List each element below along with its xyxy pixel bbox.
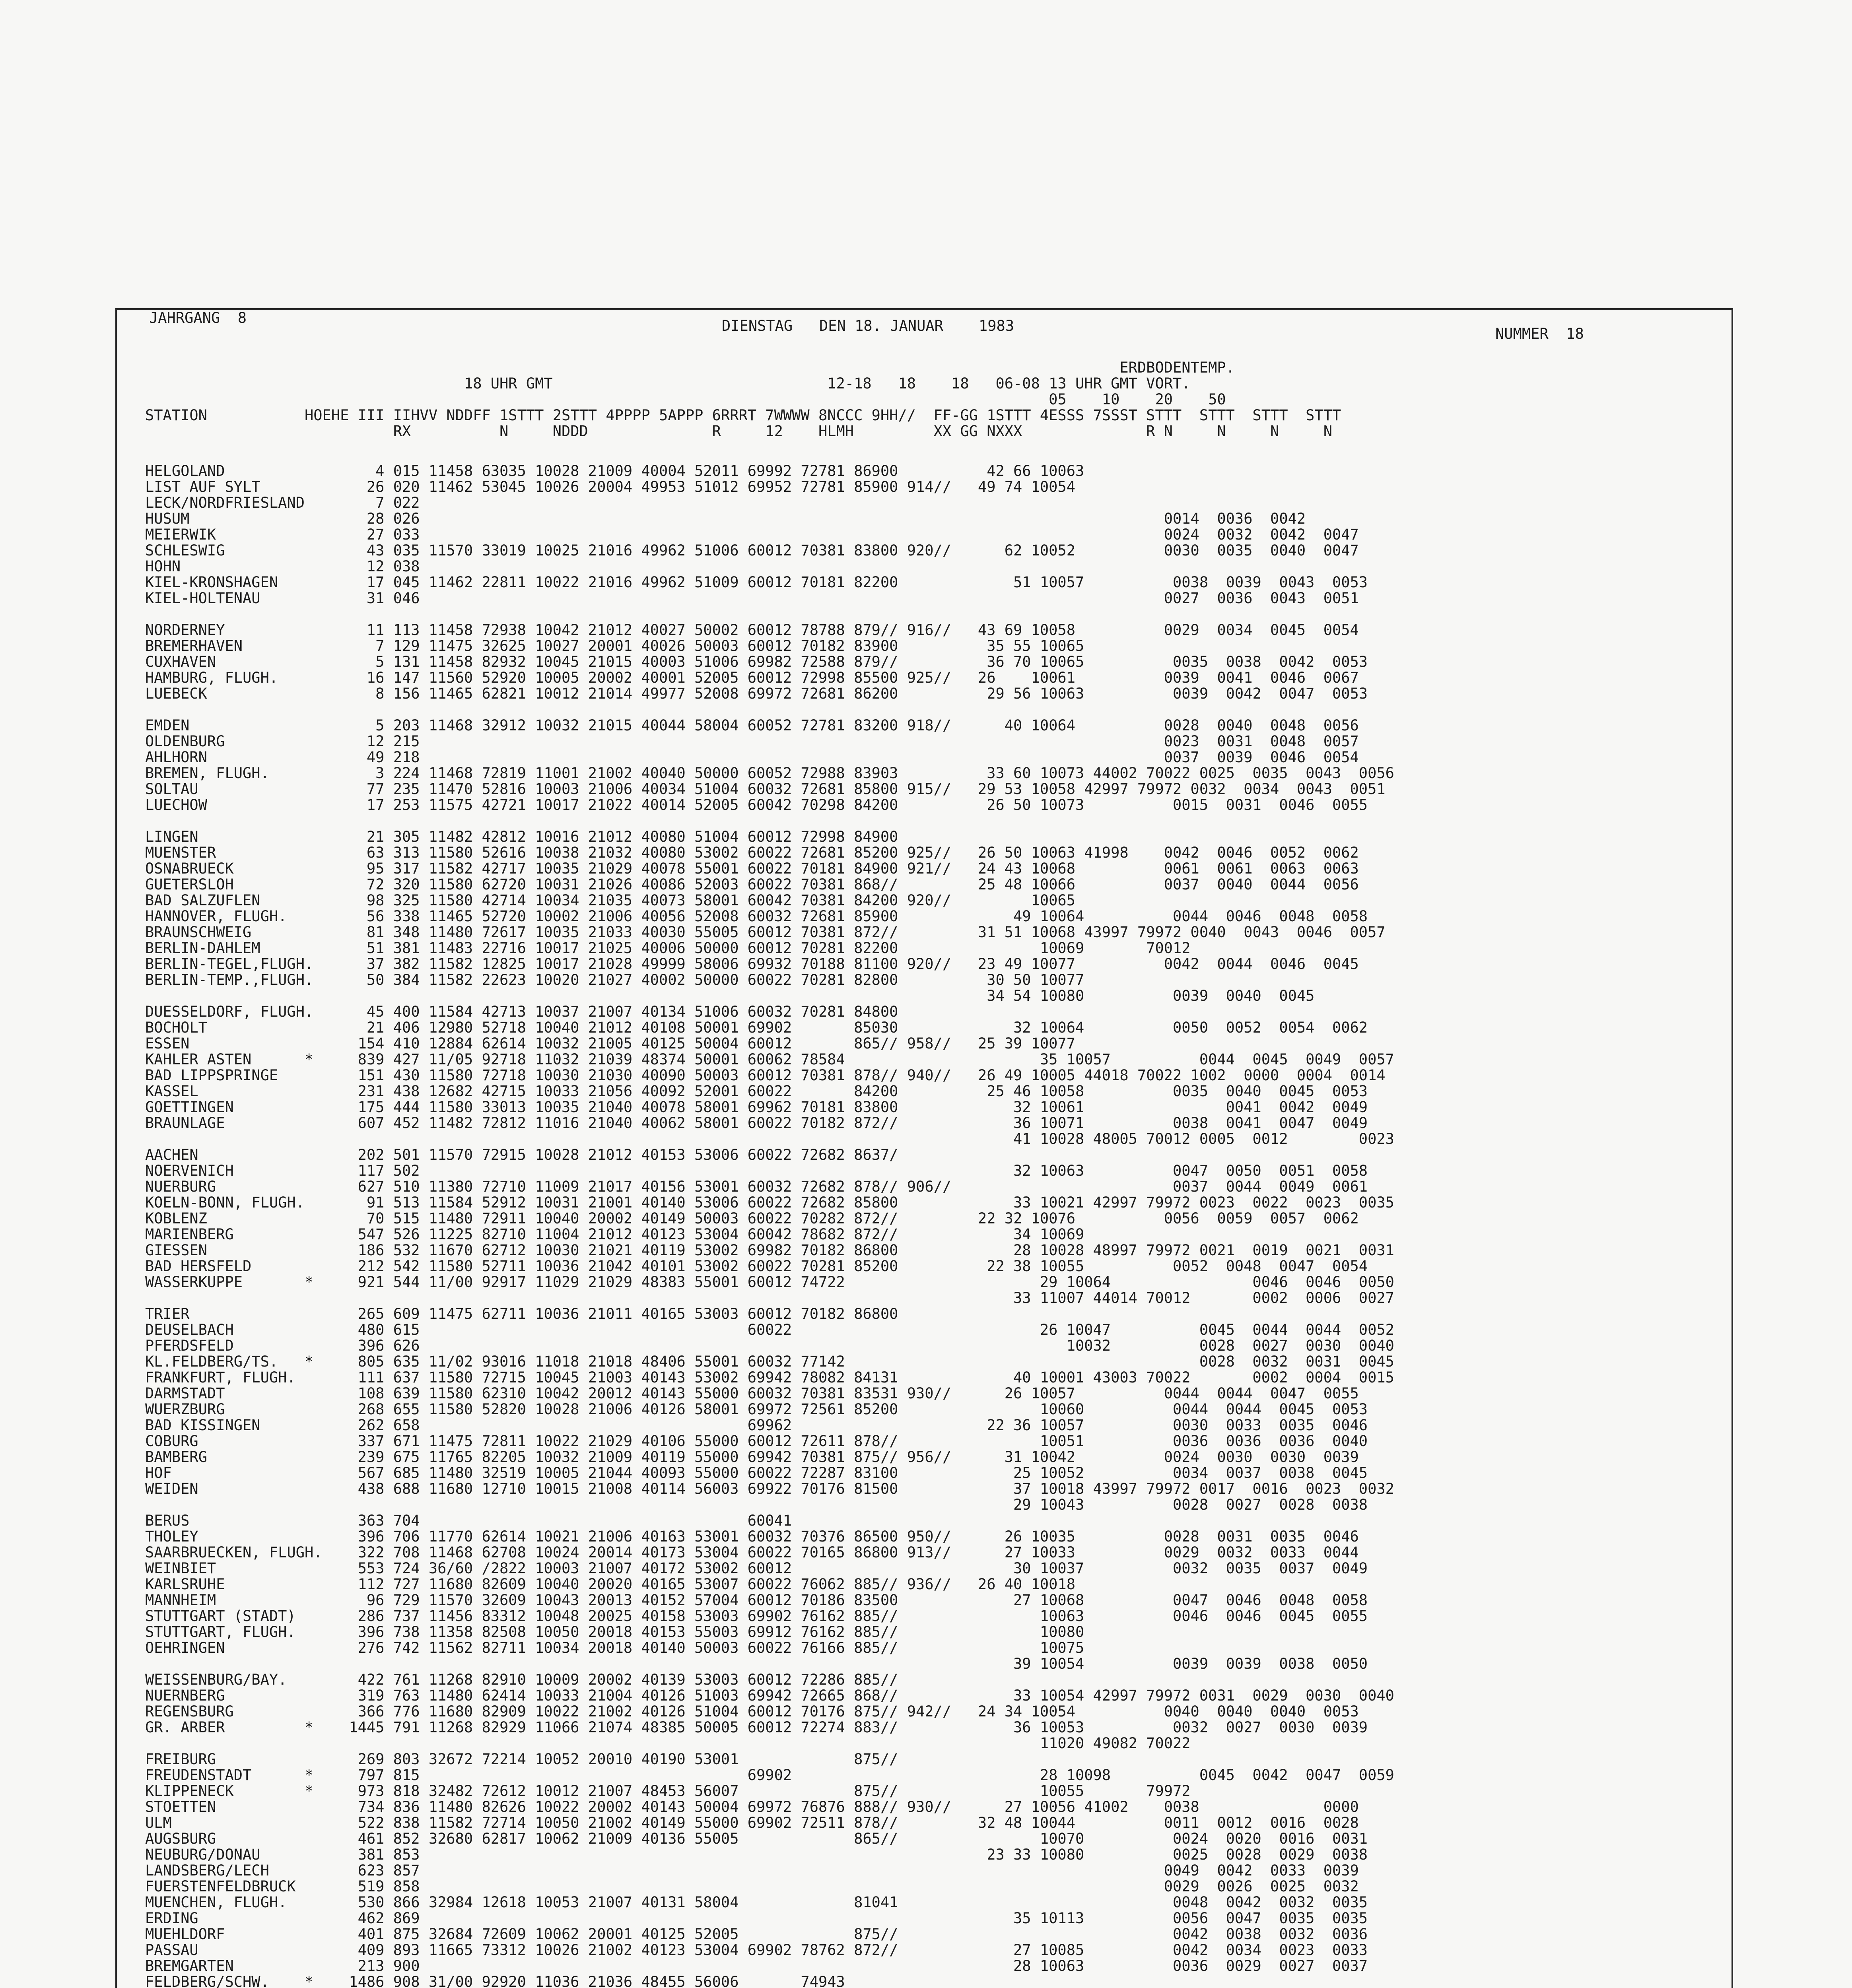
jahrgang-label: JAHRGANG 8 [149,309,247,326]
table-row: FRANKFURT, FLUGH. 111 637 11580 72715 10045 21003 40143 53002 69942 78082 84131 40 10001 43003 70022 0002 0004 0015 [145,1369,1394,1386]
table-row: BAD SALZUFLEN 98 325 11580 42714 10034 21035 40073 58001 60042 70381 84200 920// 10065 [145,892,1075,909]
table-row: THOLEY 396 706 11770 62614 10021 21006 40163 53001 60032 70376 86500 950// 26 10035 0028 0031 0035 0046 [145,1528,1359,1545]
table-row: LUEBECK 8 156 11465 62821 10012 21014 49977 52008 69972 72681 86200 29 56 10063 0039 0042 0047 0053 [145,685,1368,702]
table-row: GR. ARBER * 1445 791 11268 82929 11066 21074 48385 50005 60012 72274 883// 36 10053 0032 0027 0030 0039 [145,1719,1368,1736]
table-row: BOCHOLT 21 406 12980 52718 10040 21012 40108 50001 69902 85030 32 10064 0050 0052 0054 0062 [145,1019,1368,1036]
table-row: BAD HERSFELD 212 542 11580 52711 10036 21042 40101 53002 60022 70281 85200 22 38 10055 0052 0048 0047 0054 [145,1258,1368,1275]
table-row: BRAUNSCHWEIG 81 348 11480 72617 10035 21033 40030 55005 60012 70381 872// 31 51 10068 43997 79972 0040 0043 0046 0057 [145,924,1386,941]
table-row: BAD LIPPSPRINGE 151 430 11580 72718 10030 21030 40090 50003 60012 70381 878// 940// 26 49 10005 44018 70022 1002 0000 0004 0014 [145,1067,1386,1084]
table-row: MANNHEIM 96 729 11570 32609 10043 20013 40152 57004 60012 70186 83500 27 10068 0047 0046 0048 0058 [145,1592,1368,1609]
table-row: DEUSELBACH 480 615 60022 26 10047 0045 0044 0044 0052 [145,1321,1394,1338]
column-header-line: RX N NDDD R 12 HLMH XX GG NXXX R N N N N [145,423,1332,440]
table-row: BRAUNLAGE 607 452 11482 72812 11016 21040 40062 58001 60022 70182 872// 36 10071 0038 0041 0047 0049 [145,1114,1368,1132]
table-row: BERLIN-TEGEL,FLUGH. 37 382 11582 12825 10017 21028 49999 58006 69932 70188 81100 920// 23 49 10077 0042 0044 0046 0045 [145,955,1359,973]
table-row: 41 10028 48005 70012 0005 0012 0023 [145,1130,1394,1147]
group-separator [145,702,1728,718]
table-row: KARLSRUHE 112 727 11680 82609 10040 20020 40165 53007 60022 76062 885// 936// 26 40 10018 [145,1576,1075,1593]
table-row: GIESSEN 186 532 11670 62712 10030 21021 40119 53002 69982 70182 86800 28 10028 48997 79972 0021 0019 0021 0031 [145,1242,1394,1259]
table-row: HOHN 12 038 [145,558,420,575]
table-row: 39 10054 0039 0039 0038 0050 [145,1655,1368,1672]
table-row: CUXHAVEN 5 131 11458 82932 10045 21015 40003 51006 69982 72588 879// 36 70 10065 0035 0038 0042 0053 [145,653,1368,670]
column-header-line: 18 UHR GMT 12-18 18 18 06-08 13 UHR GMT VORT. [145,375,1191,392]
table-row: FREUDENSTADT * 797 815 69902 28 10098 0045 0042 0047 0059 [145,1767,1394,1784]
table-row: NORDERNEY 11 113 11458 72938 10042 21012 40027 50002 60012 78788 879// 916// 43 69 10058 0029 0034 0045 0054 [145,621,1359,639]
table-row: MEIERWIK 27 033 0024 0032 0042 0047 [145,526,1359,543]
table-row: SAARBRUECKEN, FLUGH. 322 708 11468 62708 10024 20014 40173 53004 60022 70165 86800 913// 27 10033 0029 0032 0033 0044 [145,1544,1359,1561]
table-row: SOLTAU 77 235 11470 52816 10003 21006 40034 51004 60032 72681 85800 915// 29 53 10058 42997 79972 0032 0034 0043 0051 [145,780,1386,798]
table-row: SCHLESWIG 43 035 11570 33019 10025 21016 49962 51006 60012 70381 83800 920// 62 10052 0030 0035 0040 0047 [145,542,1359,559]
table-row: NOERVENICH 117 502 32 10063 0047 0050 0051 0058 [145,1162,1368,1179]
table-row: FUERSTENFELDBRUCK 519 858 0029 0026 0025 0032 [145,1878,1359,1895]
column-header-line: ERDBODENTEMP. [145,359,1235,376]
table-row: AHLHORN 49 218 0037 0039 0046 0054 [145,749,1359,766]
table-row: GUETERSLOH 72 320 11580 62720 10031 21026 40086 52003 60022 70381 868// 25 48 10066 0037 0040 0044 0056 [145,876,1359,893]
table-row: STUTTGART, FLUGH. 396 738 11358 82508 10050 20018 40153 55003 69912 76162 885// 10080 [145,1623,1084,1640]
table-row: WUERZBURG 268 655 11580 52820 10028 21006 40126 58001 69972 72561 85200 10060 0044 0044 0045 0053 [145,1401,1368,1418]
table-row: HOF 567 685 11480 32519 10005 21044 40093 55000 60022 72287 83100 25 10052 0034 0037 0038 0045 [145,1464,1368,1481]
table-row: LECK/NORDFRIESLAND 7 022 [145,494,420,511]
table-row: AUGSBURG 461 852 32680 62817 10062 21009 40136 55005 865// 10070 0024 0020 0016 0031 [145,1830,1368,1847]
table-row: NUERBURG 627 510 11380 72710 11009 21017 40156 53001 60032 72682 878// 906// 0037 0044 0049 0061 [145,1178,1368,1195]
table-row: OEHRINGEN 276 742 11562 82711 10034 20018 40140 50003 60022 76166 885// 10075 [145,1639,1084,1656]
table-row: KIEL-KRONSHAGEN 17 045 11462 22811 10022 21016 49962 51009 60012 70181 82200 51 10057 0038 0039 0043 0053 [145,574,1368,591]
station-table [145,463,1728,1988]
table-row: MUENCHEN, FLUGH. 530 866 32984 12618 10053 21007 40131 58004 81041 0048 0042 0032 0035 [145,1894,1368,1911]
table-row: KLIPPENECK * 973 818 32482 72612 10012 21007 48453 56007 875// 10055 79972 [145,1782,1191,1800]
table-row: BAMBERG 239 675 11765 82205 10032 21009 40119 55000 69942 70381 875// 956// 31 10042 0024 0030 0030 0039 [145,1448,1359,1466]
table-row: 33 11007 44014 70012 0002 0006 0027 [145,1289,1394,1307]
column-header-line: STATION HOEHE III IIHVV NDDFF 1STTT 2STTT 4PPPP 5APPP 6RRRT 7WWWW 8NCCC 9HH// FF-GG 1STTT 4ESSS 7SSST STTT STTT STTT STTT [145,407,1341,424]
table-row: BAD KISSINGEN 262 658 69962 22 36 10057 0030 0033 0035 0046 [145,1417,1368,1434]
table-row: WEIDEN 438 688 11680 12710 10015 21008 40114 56003 69922 70176 81500 37 10018 43997 79972 0017 0016 0023 0032 [145,1480,1394,1497]
table-row: KAHLER ASTEN * 839 427 11/05 92718 11032 21039 48374 50001 60062 78584 35 10057 0044 0045 0049 0057 [145,1051,1394,1068]
table-row: FREIBURG 269 803 32672 72214 10052 20010 40190 53001 875// [145,1751,898,1768]
table-row: PASSAU 409 893 11665 73312 10026 21002 40123 53004 69902 78762 872// 27 10085 0042 0034 0023 0033 [145,1941,1368,1959]
table-row: KOELN-BONN, FLUGH. 91 513 11584 52912 10031 21001 40140 53006 60022 72682 85800 33 10021 42997 79972 0023 0022 0023 0035 [145,1194,1394,1211]
table-row: OLDENBURG 12 215 0023 0031 0048 0057 [145,733,1359,750]
table-row: KL.FELDBERG/TS. * 805 635 11/02 93016 11018 21018 48406 55001 60032 77142 0028 0032 0031 0045 [145,1353,1394,1370]
table-row: DUESSELDORF, FLUGH. 45 400 11584 42713 10037 21007 40134 51006 60032 70281 84800 [145,1003,898,1020]
group-separator [145,606,1728,622]
table-row: BERLIN-TEMP.,FLUGH. 50 384 11582 22623 10020 21027 40002 50000 60022 70281 82800 30 50 10077 [145,971,1084,988]
table-row: DARMSTADT 108 639 11580 62310 10042 20012 40143 55000 60032 70381 83531 930// 26 10057 0044 0044 0047 0055 [145,1385,1359,1402]
date-label: DIENSTAG DEN 18. JANUAR 1983 [722,317,1014,334]
table-row: HANNOVER, FLUGH. 56 338 11465 52720 10002 21006 40056 52008 60032 72681 85900 49 10064 0044 0046 0048 0058 [145,908,1368,925]
table-row: FELDBERG/SCHW. * 1486 908 31/00 92920 11036 21036 48455 56006 74943 [145,1973,845,1988]
table-row: LUECHOW 17 253 11575 42721 10017 21022 40014 52005 60042 70298 84200 26 50 10073 0015 0031 0046 0055 [145,796,1368,813]
table-row: MARIENBERG 547 526 11225 82710 11004 21012 40123 53004 60042 78682 872// 34 10069 [145,1226,1084,1243]
table-row: ULM 522 838 11582 72714 10050 21002 40149 55000 69902 72511 878// 32 48 10044 0011 0012 0016 0028 [145,1814,1359,1831]
table-row: GOETTINGEN 175 444 11580 33013 10035 21040 40078 58001 69962 70181 83800 32 10061 0041 0042 0049 [145,1099,1368,1116]
nummer-label: NUMMER 18 [1495,325,1584,342]
table-row: LINGEN 21 305 11482 42812 10016 21012 40080 51004 60012 72998 84900 [145,828,898,845]
table-row: STOETTEN 734 836 11480 82626 10022 20002 40143 50004 69972 76876 888// 930// 27 10056 41002 0038 0000 [145,1798,1359,1815]
table-row: HAMBURG, FLUGH. 16 147 11560 52920 10005 20002 40001 52005 60012 72998 85500 925// 26 10061 0039 0041 0046 0067 [145,669,1359,686]
table-row: 11020 49082 70022 [145,1735,1191,1752]
table-row: EMDEN 5 203 11468 32912 10032 21015 40044 58004 60052 72781 83200 918// 40 10064 0028 0040 0048 0056 [145,717,1359,734]
table-row: BREMEN, FLUGH. 3 224 11468 72819 11001 21002 40040 50000 60052 72988 83903 33 60 10073 44002 70022 0025 0035 0043 0056 [145,765,1394,782]
table-row: MUENSTER 63 313 11580 52616 10038 21032 40080 53002 60022 72681 85200 925// 26 50 10063 41998 0042 0046 0052 0062 [145,844,1359,861]
table-row: REGENSBURG 366 776 11680 82909 10022 21002 40126 51004 60012 70176 875// 942// 24 34 10054 0040 0040 0040 0053 [145,1703,1359,1720]
table-row: NUERNBERG 319 763 11480 62414 10033 21004 40126 51003 69942 72665 868// 33 10054 42997 79972 0031 0029 0030 0040 [145,1687,1394,1704]
table-row: STUTTGART (STADT) 286 737 11456 83312 10048 20025 40158 53003 69902 76162 885// 10063 0046 0046 0045 0055 [145,1607,1368,1625]
table-row: KASSEL 231 438 12682 42715 10033 21056 40092 52001 60022 84200 25 46 10058 0035 0040 0045 0053 [145,1083,1368,1100]
table-row: LIST AUF SYLT 26 020 11462 53045 10026 20004 49953 51012 69952 72781 85900 914// 49 74 10054 [145,478,1075,495]
table-row: AACHEN 202 501 11570 72915 10028 21012 40153 53006 60022 72682 8637/ [145,1146,898,1163]
table-row: COBURG 337 671 11475 72811 10022 21029 40106 55000 60012 72611 878// 10051 0036 0036 0036 0040 [145,1433,1368,1450]
table-row: OSNABRUECK 95 317 11582 42717 10035 21029 40078 55001 60022 70181 84900 921// 24 43 10068 0061 0061 0063 0063 [145,860,1359,877]
table-row: BERLIN-DAHLEM 51 381 11483 22716 10017 21025 40006 50000 60012 70281 82200 10069 70012 [145,940,1191,957]
table-row: WASSERKUPPE * 921 544 11/00 92917 11029 21029 48383 55001 60012 74722 29 10064 0046 0046 0050 [145,1274,1394,1291]
table-row: BREMERHAVEN 7 129 11475 32625 10027 20001 40026 50003 60012 70182 83900 35 55 10065 [145,637,1084,654]
table-row: HUSUM 28 026 0014 0036 0042 [145,510,1306,527]
group-separator [145,813,1728,829]
table-row: MUEHLDORF 401 875 32684 72609 10062 20001 40125 52005 875// 0042 0038 0032 0036 [145,1926,1368,1943]
table-row: NEUBURG/DONAU 381 853 23 33 10080 0025 0028 0029 0038 [145,1846,1368,1863]
column-header-line: 05 10 20 50 [145,391,1226,408]
table-row: TRIER 265 609 11475 62711 10036 21011 40165 53003 60012 70182 86800 [145,1305,898,1322]
column-headers [145,360,1341,439]
table-row: HELGOLAND 4 015 11458 63035 10028 21009 40004 52011 69992 72781 86900 42 66 10063 [145,462,1084,480]
table-row: 29 10043 0028 0027 0028 0038 [145,1496,1368,1513]
table-row: BERUS 363 704 60041 [145,1512,792,1529]
table-row: BREMGARTEN 213 900 28 10063 0036 0029 0027 0037 [145,1957,1368,1974]
table-row: 34 54 10080 0039 0040 0045 [145,987,1315,1004]
table-row: WEISSENBURG/BAY. 422 761 11268 82910 10009 20002 40139 53003 60012 72286 885// [145,1671,898,1688]
table-row: PFERDSFELD 396 626 10032 0028 0027 0030 0040 [145,1337,1394,1354]
table-row: KOBLENZ 70 515 11480 72911 10040 20002 40149 50003 60022 70282 872// 22 32 10076 0056 0059 0057 0062 [145,1210,1359,1227]
table-row: WEINBIET 553 724 36/60 /2822 10003 21007 40172 53002 60012 30 10037 0032 0035 0037 0049 [145,1560,1368,1577]
table-row: KIEL-HOLTENAU 31 046 0027 0036 0043 0051 [145,590,1359,607]
table-row: ERDING 462 869 35 10113 0056 0047 0035 0035 [145,1910,1368,1927]
table-row: ESSEN 154 410 12884 62614 10032 21005 40125 50004 60012 865// 958// 25 39 10077 [145,1035,1075,1052]
table-row: LANDSBERG/LECH 623 857 0049 0042 0033 0039 [145,1862,1359,1879]
